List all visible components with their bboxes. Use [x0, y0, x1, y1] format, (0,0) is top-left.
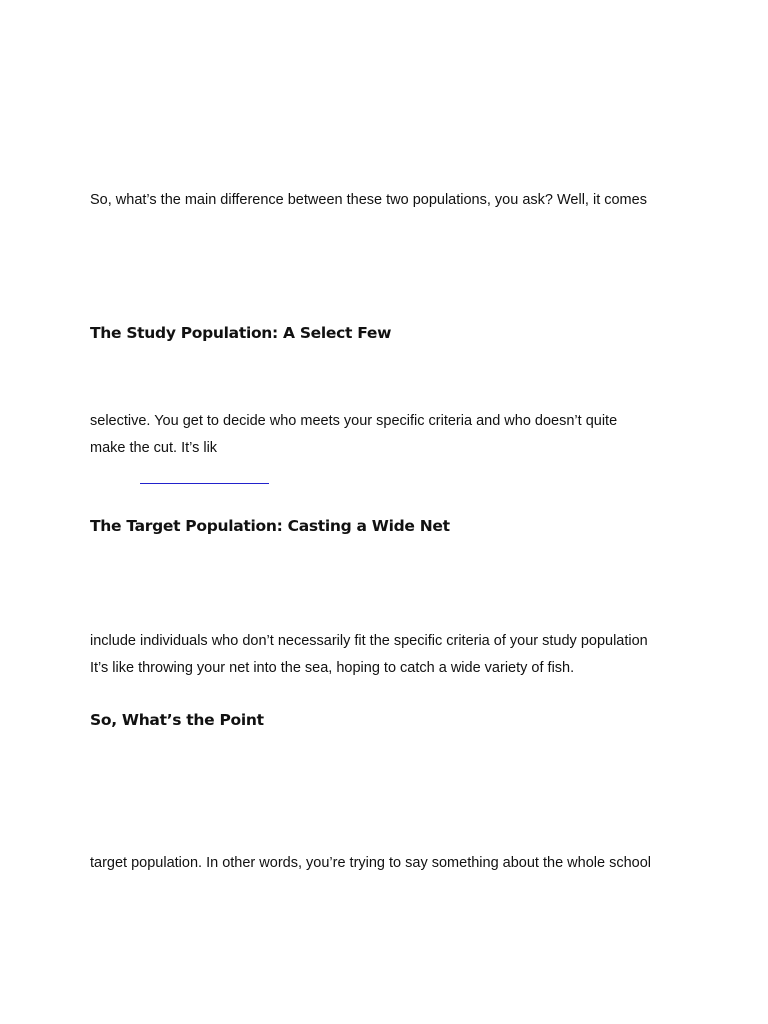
heading-study-population: The Study Population: A Select Few	[90, 324, 392, 342]
heading-whats-the-point: So, What’s the Point	[90, 711, 264, 729]
hyperlink-underline[interactable]	[140, 483, 269, 484]
point-paragraph-line-1: target population. In other words, you’re trying to say something about the whole school	[90, 855, 651, 871]
target-paragraph-line-2: It’s like throwing your net into the sea, hoping to catch a wide variety of fish.	[90, 660, 575, 676]
study-paragraph-line-1: selective. You get to decide who meets your specific criteria and who doesn’t quite	[90, 413, 618, 429]
study-paragraph-line-2: make the cut. It’s lik	[90, 440, 218, 456]
heading-target-population: The Target Population: Casting a Wide Net	[90, 517, 450, 535]
target-paragraph-line-1: include individuals who don’t necessarily fit the specific criteria of your study population	[90, 633, 648, 649]
intro-paragraph: So, what’s the main difference between these two populations, you ask? Well, it comes	[90, 192, 647, 208]
